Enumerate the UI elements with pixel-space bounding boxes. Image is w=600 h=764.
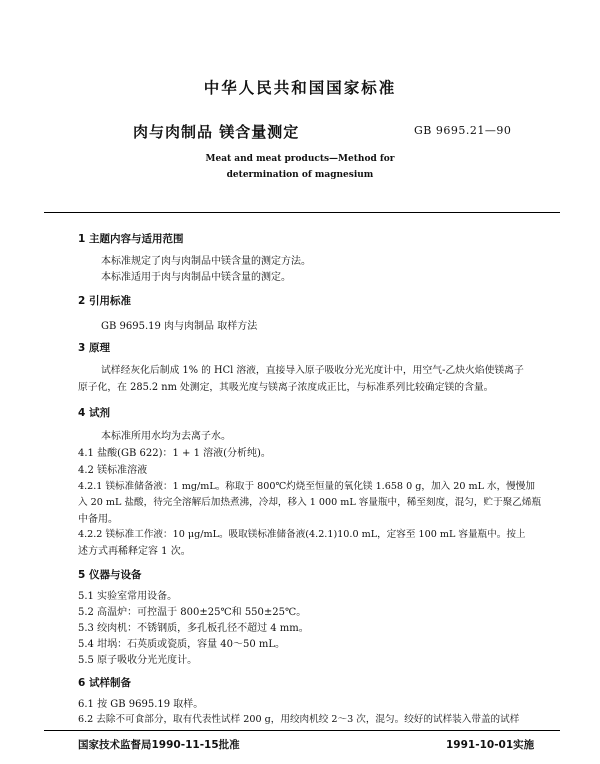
section-5-1: 5.1 实验室常用设备。 (78, 591, 178, 602)
english-title-line2: determination of magnesium (226, 170, 374, 180)
section-5-5: 5.5 原子吸收分光光度计。 (78, 655, 198, 666)
section-4-2-1-line2: 入 20 mL 盐酸，待完全溶解后加热煮沸，冷却，移入 1 000 mL 容量瓶中，稀至刻度，混匀，贮于聚乙烯瓶 (78, 497, 542, 508)
section-2-heading: 2 引用标准 (78, 295, 131, 307)
section-5-2: 5.2 高温炉：可控温于 800±25℃和 550±25℃。 (78, 607, 307, 618)
bottom-rule (44, 730, 560, 731)
section-4-intro: 本标准所用水均为去离子水。 (101, 431, 231, 442)
section-4-1: 4.1 盐酸(GB 622)：1 + 1 溶液(分析纯)。 (78, 448, 271, 459)
section-4-2-1-line1: 4.2.1 镁标准储备液：1 mg/mL。称取于 800℃灼烧至恒量的氧化镁 1.658 0 g，加入 20 mL 水，慢慢加 (78, 481, 535, 492)
english-title-line1: Meat and meat products—Method for (205, 154, 395, 164)
section-5-heading: 5 仪器与设备 (78, 569, 142, 581)
section-1-para1: 本标准规定了肉与肉制品中镁含量的测定方法。 (101, 256, 311, 267)
section-3-heading: 3 原理 (78, 342, 110, 354)
section-3-line1: 试样经灰化后制成 1% 的 HCl 溶液，直接导入原子吸收分光光度计中，用空气-乙炔火焰使镁离子 (101, 365, 524, 376)
section-6-1: 6.1 按 GB 9695.19 取样。 (78, 699, 204, 710)
section-4-2-2-line2: 述方式再稀释定容 1 次。 (78, 546, 191, 557)
top-rule (44, 212, 560, 213)
document-title: 肉与肉制品 镁含量测定 (133, 123, 300, 141)
section-4-2-2-line1: 4.2.2 镁标准工作液：10 μg/mL。吸取镁标准储备液(4.2.1)10.0 mL，定容至 100 mL 容量瓶中。按上 (78, 529, 526, 540)
implementation-date: 1991-10-01实施 (446, 739, 535, 751)
section-2-para1: GB 9695.19 肉与肉制品 取样方法 (101, 321, 258, 332)
section-3-line2: 原子化，在 285.2 nm 处测定，其吸光度与镁离子浓度成正比，与标准系列比较确定镁的含量。 (78, 382, 494, 393)
section-4-2: 4.2 镁标准溶液 (78, 465, 148, 476)
section-4-heading: 4 试剂 (78, 407, 110, 419)
section-6-heading: 6 试样制备 (78, 677, 131, 689)
section-4-2-1-line3: 中备用。 (78, 514, 118, 525)
section-6-2: 6.2 去除不可食部分，取有代表性试样 200 g，用绞肉机绞 2～3 次，混匀。绞好的试样装入带盖的试样 (78, 714, 520, 725)
section-1-para2: 本标准适用于肉与肉制品中镁含量的测定。 (101, 272, 291, 283)
approval-date: 国家技术监督局1990-11-15批准 (78, 739, 240, 751)
standard-code: GB 9695.21—90 (414, 124, 512, 137)
section-5-3: 5.3 绞肉机：不锈钢质，多孔板孔径不超过 4 mm。 (78, 623, 309, 634)
section-5-4: 5.4 坩埚：石英质或瓷质，容量 40～50 mL。 (78, 639, 286, 650)
section-1-heading: 1 主题内容与适用范围 (78, 233, 184, 245)
nation-standard-heading: 中华人民共和国国家标准 (203, 79, 397, 97)
